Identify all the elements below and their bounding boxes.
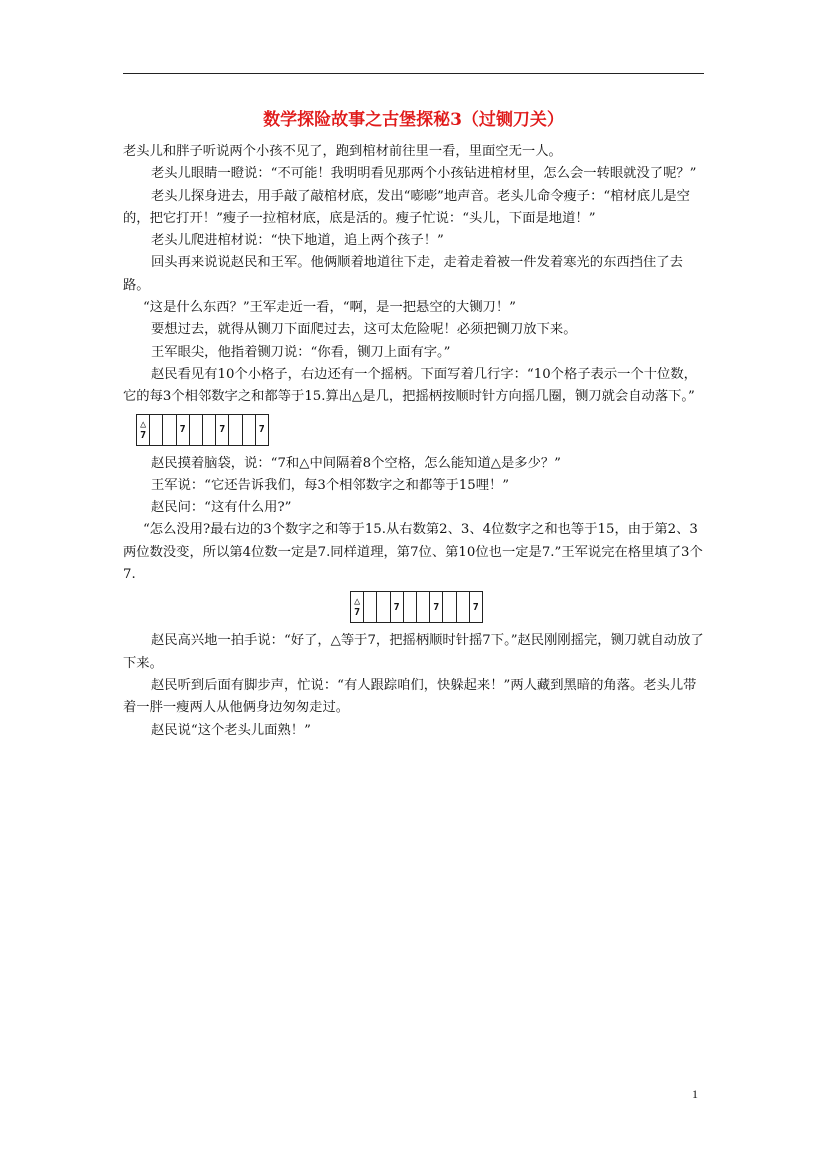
header-rule <box>123 73 704 74</box>
paragraph: 赵民听到后面有脚步声，忙说：“有人跟踪咱们，快躲起来！”两人藏到黑暗的角落。老头儿带着一胖一瘦两人从他俩身边匆匆走过。 <box>123 677 697 716</box>
paragraph: 老头儿探身进去，用手敲了敲棺材底，发出“嘭嘭”地声音。老头儿命令瘦子：“棺材底儿是空的，把它打开！”瘦子一拉棺材底，底是活的。瘦子忙说：“头儿，下面是地道！” <box>123 188 690 226</box>
digit-grid-row-1 <box>123 409 708 453</box>
cell-digit: 7 <box>219 424 226 436</box>
grid-cell <box>229 415 242 445</box>
grid-cell <box>243 415 256 445</box>
grid-cell <box>470 592 482 622</box>
grid-cell <box>351 592 364 622</box>
paragraph: 老头儿和胖子听说两个小孩不见了，跑到棺材前往里一看，里面空无一人。 <box>123 144 562 159</box>
paragraph: 赵民看见有10个小格子，右边还有一个摇柄。下面写着几行字：“10个格子表示一个十位数，它的每3个相邻数字之和都等于15.算出△是几，把摇柄按顺时针方向摇几圈，铡刀就会自动落下。” <box>123 366 697 405</box>
grid-cell <box>177 415 190 445</box>
digit-grid-row-2 <box>123 586 708 630</box>
paragraph: 王军眼尖，他指着铡刀说：“你看，铡刀上面有字。” <box>151 344 451 360</box>
paragraph: 回头再来说说赵民和王军。他俩顺着地道往下走，走着走着被一件发着寒光的东西挡住了去路。 <box>123 255 683 293</box>
cell-digit: 7 <box>179 424 186 436</box>
cell-digit: 7 <box>354 607 361 619</box>
triangle-symbol: △ <box>140 418 147 430</box>
grid-cell <box>190 415 203 445</box>
paragraph: “怎么没用?最右边的3个数字之和等于15.从右数第2、3、4位数字之和也等于15，由于第2、3两位数没变，所以第4位数一定是7.同样道理，第7位、第10位也一定是7.”王军说完在格里填了3个7. <box>123 522 703 583</box>
cell-digit: 7 <box>472 601 479 613</box>
grid-cell <box>150 415 163 445</box>
cell-digit: 7 <box>258 424 265 436</box>
cell-digit: 7 <box>393 601 400 613</box>
cell-digit: 7 <box>140 429 147 441</box>
paragraph: 老头儿爬进棺材说：“快下地道，追上两个孩子！” <box>151 233 444 249</box>
grid-cell <box>443 592 456 622</box>
paragraph: 王军说：“它还告诉我们，每3个相邻数字之和都等于15哩！” <box>151 477 510 493</box>
paragraph: 赵民摸着脑袋，说：“7和△中间隔着8个空格，怎么能知道△是多少？” <box>151 455 561 471</box>
triangle-symbol: △ <box>354 596 361 608</box>
grid-cell <box>430 592 443 622</box>
digit-grid-filled <box>350 591 483 623</box>
paragraph: 要想过去，就得从铡刀下面爬过去，这可太危险呢！必须把铡刀放下来。 <box>151 322 577 338</box>
grid-cell <box>377 592 390 622</box>
digit-grid-empty <box>136 414 269 446</box>
grid-cell <box>391 592 404 622</box>
paragraph: 赵民说“这个老头儿面熟！” <box>151 722 311 738</box>
grid-cell <box>256 415 268 445</box>
grid-cell <box>163 415 176 445</box>
cell-digit: 7 <box>433 601 440 613</box>
grid-cell <box>216 415 229 445</box>
story-body <box>123 141 708 742</box>
grid-cell <box>203 415 216 445</box>
paragraph: 赵民问：“这有什么用?” <box>151 500 292 516</box>
paragraph: 老头儿眼睛一瞪说：“不可能！我明明看见那两个小孩钻进棺材里，怎么会一转眼就没了呢？” <box>151 166 697 182</box>
grid-cell <box>417 592 430 622</box>
grid-cell <box>404 592 417 622</box>
grid-cell <box>364 592 377 622</box>
page-number: 1 <box>692 1087 698 1101</box>
grid-cell <box>457 592 470 622</box>
page-title: 数学探险故事之古堡探秘3（过铡刀关） <box>263 110 564 130</box>
paragraph: “这是什么东西？”王军走近一看，“啊，是一把悬空的大铡刀！” <box>143 300 516 316</box>
grid-cell <box>137 415 150 445</box>
paragraph: 赵民高兴地一拍手说：“好了，△等于7，把摇柄顺时针摇7下。”赵民刚刚摇完，铡刀就自动放了下来。 <box>123 633 704 671</box>
